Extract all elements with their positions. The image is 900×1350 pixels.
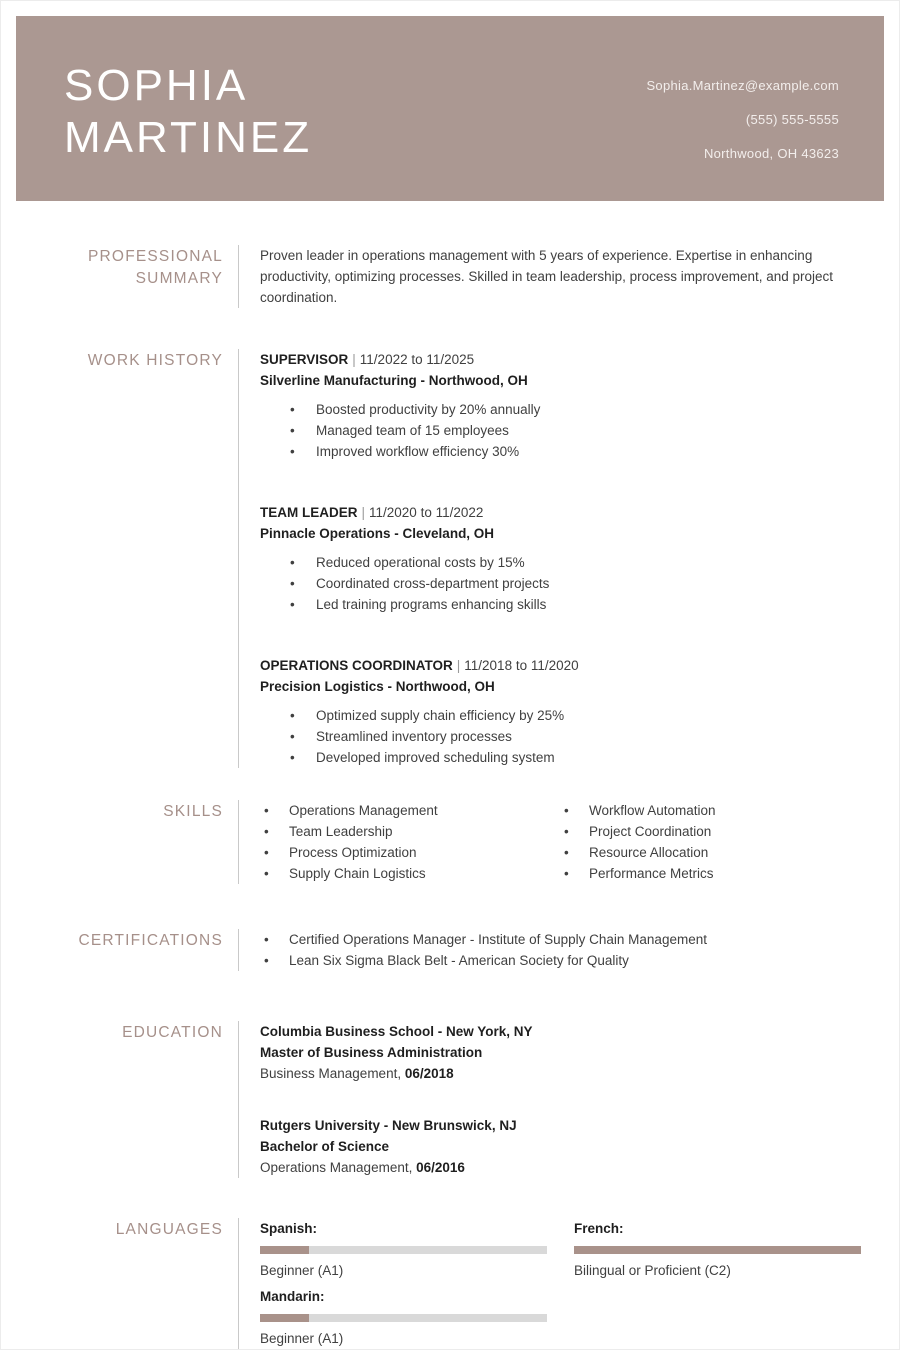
job-entry — [260, 349, 854, 462]
job-dates: 11/2022 to 11/2025 — [359, 352, 475, 367]
job-title-line — [260, 655, 854, 676]
summary-text: Proven leader in operations management with 5 years of experience. Expertise in enhancing productivity, optimizing processes. Skilled in team leadership, process improvement, and project coordination. — [238, 245, 899, 308]
job-title-line — [260, 349, 854, 370]
job-entry — [260, 502, 854, 615]
language-level: Beginner (A1) — [260, 1263, 344, 1278]
job-bullet: • Boosted productivity by 20% annually — [290, 399, 854, 420]
section-label-education: EDUCATION — [122, 1024, 223, 1041]
contact-phone: (555) 555-5555 — [745, 112, 839, 127]
job-bullet: • Optimized supply chain efficiency by 25% — [290, 705, 854, 726]
language-proficiency-bar — [574, 1246, 861, 1254]
language-name: French: — [574, 1221, 624, 1236]
job-bullet-list — [260, 705, 854, 768]
job-company: Pinnacle Operations - Cleveland, OH — [260, 526, 495, 541]
section-skills — [1, 800, 899, 884]
certifications-content — [238, 929, 899, 971]
job-title: TEAM LEADER — [260, 505, 358, 520]
job-title: SUPERVISOR — [260, 352, 349, 367]
job-bullet-list — [260, 552, 854, 615]
education-degree: Bachelor of Science — [260, 1139, 390, 1154]
skills-grid — [260, 800, 854, 884]
job-company: Silverline Manufacturing - Northwood, OH — [260, 373, 528, 388]
education-field: Operations Management, — [260, 1160, 413, 1175]
contact-location: Northwood, OH 43623 — [703, 146, 839, 161]
resume-body — [1, 201, 899, 1349]
job-bullet: • Managed team of 15 employees — [290, 420, 854, 441]
language-proficiency-fill — [260, 1314, 309, 1322]
education-content — [238, 1021, 899, 1178]
language-entry — [260, 1218, 547, 1281]
title-date-separator: | — [361, 505, 366, 520]
section-professional-summary — [1, 245, 899, 308]
job-bullet-list — [260, 399, 854, 462]
education-school: Rutgers University - New Brunswick, NJ — [260, 1118, 517, 1133]
education-school: Columbia Business School - New York, NY — [260, 1024, 533, 1039]
language-level: Bilingual or Proficient (C2) — [574, 1263, 731, 1278]
language-proficiency-bar — [260, 1314, 547, 1322]
contact-info — [646, 69, 839, 201]
job-title: OPERATIONS COORDINATOR — [260, 658, 453, 673]
language-name: Mandarin: — [260, 1289, 325, 1304]
education-entry — [260, 1021, 854, 1084]
section-languages — [1, 1218, 899, 1349]
header-band — [16, 16, 884, 201]
education-entry — [260, 1115, 854, 1178]
language-proficiency-fill — [260, 1246, 309, 1254]
language-level: Beginner (A1) — [260, 1331, 344, 1346]
skill-item: • Team Leadership — [264, 821, 560, 842]
section-label-professional-summary — [1, 245, 238, 308]
skill-item: • Performance Metrics — [564, 863, 854, 884]
skill-item: • Workflow Automation — [564, 800, 854, 821]
job-company: Precision Logistics - Northwood, OH — [260, 679, 495, 694]
label-line: PROFESSIONAL — [88, 248, 223, 265]
work-history-content — [238, 349, 899, 768]
education-field-line — [260, 1063, 854, 1084]
language-proficiency-bar — [260, 1246, 547, 1254]
skill-item: • Resource Allocation — [564, 842, 854, 863]
skills-content — [238, 800, 899, 884]
candidate-name — [64, 60, 312, 201]
section-work-history — [1, 349, 899, 768]
language-entry — [574, 1218, 861, 1281]
section-education — [1, 1021, 899, 1178]
section-label-languages: LANGUAGES — [115, 1221, 223, 1238]
skill-item: • Operations Management — [264, 800, 560, 821]
job-dates: 11/2020 to 11/2022 — [369, 505, 484, 520]
education-degree: Master of Business Administration — [260, 1045, 483, 1060]
language-proficiency-fill — [574, 1246, 861, 1254]
languages-content — [238, 1218, 900, 1349]
education-date: 06/2016 — [416, 1160, 465, 1175]
skills-column-1 — [260, 800, 560, 884]
job-bullet: • Reduced operational costs by 15% — [290, 552, 854, 573]
section-certifications — [1, 929, 899, 971]
job-bullet: • Developed improved scheduling system — [290, 747, 854, 768]
contact-email: Sophia.Martinez@example.com — [646, 78, 839, 93]
section-label-skills: SKILLS — [163, 803, 223, 820]
job-bullet: • Improved workflow efficiency 30% — [290, 441, 854, 462]
job-dates: 11/2018 to 11/2020 — [464, 658, 579, 673]
job-bullet: • Streamlined inventory processes — [290, 726, 854, 747]
education-field-line — [260, 1157, 854, 1178]
section-label-work-history: WORK HISTORY — [87, 352, 223, 369]
skills-column-2 — [560, 800, 854, 884]
language-entry — [260, 1286, 547, 1349]
section-label-certifications: CERTIFICATIONS — [78, 932, 223, 949]
title-date-separator: | — [456, 658, 461, 673]
skill-item: • Process Optimization — [264, 842, 560, 863]
candidate-name-line1: SOPHIA — [64, 61, 249, 110]
language-name: Spanish: — [260, 1221, 318, 1236]
skill-item: • Supply Chain Logistics — [264, 863, 560, 884]
skill-item: • Project Coordination — [564, 821, 854, 842]
certification-item: • Certified Operations Manager - Institute of Supply Chain Management — [264, 929, 854, 950]
education-date: 06/2018 — [404, 1066, 454, 1081]
job-bullet: • Led training programs enhancing skills — [290, 594, 854, 615]
job-bullet: • Coordinated cross-department projects — [290, 573, 854, 594]
job-entry — [260, 655, 854, 768]
certification-list — [260, 929, 854, 971]
title-date-separator: | — [352, 352, 356, 367]
job-title-line — [260, 502, 854, 523]
label-line: SUMMARY — [135, 270, 223, 287]
education-field: Business Management, — [260, 1066, 402, 1081]
candidate-name-line2: MARTINEZ — [64, 113, 313, 162]
certification-item: • Lean Six Sigma Black Belt - American Society for Quality — [264, 950, 854, 971]
languages-grid — [260, 1218, 861, 1349]
